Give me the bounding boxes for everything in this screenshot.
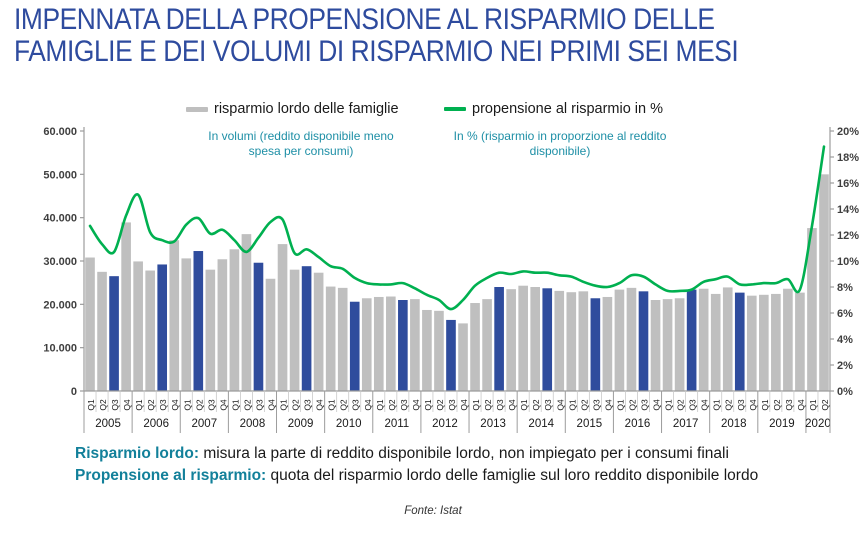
line-series-caption <box>425 129 695 158</box>
quarter-label-2011-q1: Q1 <box>374 399 385 411</box>
bar-2010-q4 <box>362 298 372 391</box>
quarter-label-2010-q3: Q3 <box>350 399 361 411</box>
bar-2010-q3 <box>350 302 360 391</box>
bar-2018-q2 <box>723 287 733 391</box>
year-label-2019: 2019 <box>769 418 795 430</box>
right-axis-label: 16% <box>837 178 860 190</box>
bar-2019-q3 <box>783 289 793 391</box>
right-axis-label: 20% <box>837 126 860 138</box>
bar-2007-q4 <box>218 259 228 391</box>
quarter-label-2012-q1: Q1 <box>422 399 433 411</box>
bar-2009-q3 <box>302 266 312 391</box>
bar-2011-q1 <box>374 297 384 391</box>
quarter-label-2013-q1: Q1 <box>471 399 482 411</box>
page-title-line1: IMPENNATA DELLA PROPENSIONE AL RISPARMIO DELLE <box>14 3 715 36</box>
bar-2008-q1 <box>230 249 240 391</box>
year-label-2007: 2007 <box>191 418 218 430</box>
line-series-swatch <box>444 107 466 111</box>
year-label-2010: 2010 <box>335 418 362 430</box>
quarter-label-2009-q2: Q2 <box>290 399 301 411</box>
right-axis-label: 8% <box>837 282 853 294</box>
quarter-label-2009-q3: Q3 <box>302 399 313 411</box>
quarter-label-2016-q4: Q4 <box>651 399 662 411</box>
quarter-label-2005-q1: Q1 <box>86 399 97 411</box>
quarter-label-2018-q4: Q4 <box>747 399 758 411</box>
bar-2012-q2 <box>434 311 444 391</box>
bar-2016-q1 <box>615 290 625 391</box>
quarter-label-2017-q2: Q2 <box>675 399 686 411</box>
right-axis-label: 10% <box>837 256 860 268</box>
bar-2012-q3 <box>446 320 456 391</box>
right-axis-label: 2% <box>837 360 853 372</box>
bar-series-label: risparmio lordo delle famiglie <box>214 101 399 117</box>
quarter-label-2008-q3: Q3 <box>254 399 265 411</box>
quarter-label-2014-q1: Q1 <box>519 399 530 411</box>
quarter-label-2015-q4: Q4 <box>603 399 614 411</box>
quarter-label-2013-q3: Q3 <box>495 399 506 411</box>
definition-term: Risparmio lordo: <box>75 445 200 462</box>
definition-risparmio-lordo <box>75 443 729 465</box>
bar-2017-q2 <box>675 298 685 391</box>
left-axis-label: 20.000 <box>43 299 77 312</box>
quarter-label-2008-q1: Q1 <box>230 399 241 411</box>
bar-2006-q1 <box>133 261 143 391</box>
quarter-label-2006-q1: Q1 <box>134 399 145 411</box>
bar-2006-q4 <box>169 240 179 391</box>
bar-2019-q2 <box>771 294 781 391</box>
left-axis-label: 50.000 <box>43 169 77 182</box>
bar-2016-q3 <box>639 291 649 391</box>
quarter-label-2015-q1: Q1 <box>567 399 578 411</box>
quarter-label-2005-q4: Q4 <box>122 399 133 411</box>
bar-2010-q2 <box>338 288 348 391</box>
year-label-2008: 2008 <box>239 418 266 430</box>
year-label-2009: 2009 <box>287 418 314 430</box>
right-axis-label: 12% <box>837 230 860 242</box>
bar-2008-q4 <box>266 279 276 391</box>
right-axis-label: 4% <box>837 334 853 346</box>
bar-2016-q4 <box>651 300 661 391</box>
year-label-2015: 2015 <box>576 418 603 430</box>
year-label-2013: 2013 <box>480 418 506 430</box>
left-axis-label: 0 <box>70 386 77 398</box>
bar-caption-line2: spesa per consumi) <box>248 143 354 158</box>
quarter-label-2005-q3: Q3 <box>110 399 121 411</box>
quarter-label-2008-q2: Q2 <box>242 399 253 411</box>
year-label-2014: 2014 <box>528 418 555 430</box>
line-series-label: propensione al risparmio in % <box>472 101 664 117</box>
quarter-label-2019-q3: Q3 <box>783 399 794 411</box>
quarter-label-2018-q3: Q3 <box>735 399 746 411</box>
quarter-label-2016-q3: Q3 <box>639 399 650 411</box>
bar-2015-q4 <box>603 297 613 391</box>
bar-2008-q2 <box>242 234 252 391</box>
bar-2006-q2 <box>145 271 155 391</box>
definition-propensione <box>75 465 758 487</box>
quarter-label-2017-q3: Q3 <box>687 399 698 411</box>
legend-item-line <box>444 101 663 117</box>
quarter-label-2006-q3: Q3 <box>158 399 169 411</box>
quarter-label-2014-q4: Q4 <box>555 399 566 411</box>
bar-2017-q1 <box>663 299 673 391</box>
left-axis-label: 30.000 <box>43 256 77 268</box>
quarter-label-2008-q4: Q4 <box>266 399 277 411</box>
right-axis-label: 18% <box>837 152 860 164</box>
quarter-label-2018-q1: Q1 <box>711 399 722 411</box>
quarter-label-2005-q2: Q2 <box>98 399 109 411</box>
quarter-label-2007-q1: Q1 <box>182 399 193 411</box>
quarter-label-2010-q1: Q1 <box>326 399 337 411</box>
bar-2013-q1 <box>470 303 480 391</box>
bar-2007-q3 <box>206 270 216 391</box>
quarter-label-2015-q3: Q3 <box>591 399 602 411</box>
bar-2019-q1 <box>759 295 769 391</box>
bar-2005-q1 <box>85 258 95 391</box>
right-axis-label: 14% <box>837 204 860 216</box>
left-axis-label: 60.000 <box>43 126 77 138</box>
quarter-label-2017-q4: Q4 <box>699 399 710 411</box>
legend-item-bars <box>186 101 399 117</box>
bar-2014-q4 <box>554 291 564 391</box>
quarter-label-2019-q2: Q2 <box>771 399 782 411</box>
left-axis-label: 10.000 <box>43 342 77 355</box>
quarter-label-2013-q4: Q4 <box>507 399 518 411</box>
year-label-2020: 2020 <box>805 418 831 430</box>
bar-2009-q4 <box>314 273 324 391</box>
quarter-label-2012-q4: Q4 <box>459 399 470 411</box>
bar-series-swatch <box>186 107 208 112</box>
right-axis-label: 0% <box>837 386 853 398</box>
page-title-line2: FAMIGLIE E DEI VOLUMI DI RISPARMIO NEI PRIMI SEI MESI <box>14 35 739 68</box>
bar-2011-q2 <box>386 297 396 391</box>
bar-2012-q4 <box>458 323 468 391</box>
quarter-label-2013-q2: Q2 <box>483 399 494 411</box>
year-label-2011: 2011 <box>384 418 410 430</box>
bar-2018-q3 <box>735 293 745 391</box>
quarter-label-2014-q3: Q3 <box>543 399 554 411</box>
bar-2013-q4 <box>506 289 516 391</box>
quarter-label-2009-q4: Q4 <box>314 399 325 411</box>
quarter-label-2006-q2: Q2 <box>146 399 157 411</box>
quarter-label-2011-q2: Q2 <box>386 399 397 411</box>
quarter-label-2012-q2: Q2 <box>434 399 445 411</box>
bar-2008-q3 <box>254 263 264 391</box>
bar-2017-q3 <box>687 290 697 391</box>
bar-2019-q4 <box>795 293 805 391</box>
bar-2013-q2 <box>482 299 492 391</box>
source-note: Fonte: Istat <box>404 505 462 517</box>
bar-2015-q3 <box>591 298 601 391</box>
page-title <box>14 4 738 68</box>
line-caption-line2: disponibile) <box>529 143 591 158</box>
bar-2006-q3 <box>157 264 167 391</box>
bar-2013-q3 <box>494 287 504 391</box>
quarter-label-2007-q4: Q4 <box>218 399 229 411</box>
bar-2009-q2 <box>290 270 300 391</box>
quarter-label-2011-q3: Q3 <box>398 399 409 411</box>
quarter-label-2010-q4: Q4 <box>362 399 373 411</box>
quarter-label-2019-q1: Q1 <box>759 399 770 411</box>
quarter-label-2016-q2: Q2 <box>627 399 638 411</box>
bar-2015-q2 <box>579 291 589 391</box>
quarter-label-2020-q1: Q1 <box>807 399 818 411</box>
bar-2018-q1 <box>711 294 721 391</box>
bar-2005-q2 <box>97 272 107 391</box>
bar-2007-q1 <box>181 258 191 391</box>
quarter-label-2018-q2: Q2 <box>723 399 734 411</box>
bar-2017-q4 <box>699 289 709 391</box>
bar-2005-q3 <box>109 276 119 391</box>
quarter-label-2007-q3: Q3 <box>206 399 217 411</box>
bar-2014-q3 <box>542 288 552 391</box>
quarter-label-2016-q1: Q1 <box>615 399 626 411</box>
bar-2011-q4 <box>410 299 420 391</box>
line-caption-line1: In % (risparmio in proporzione al reddito <box>453 129 667 143</box>
bar-2015-q1 <box>566 292 576 391</box>
quarter-label-2011-q4: Q4 <box>410 399 421 411</box>
year-label-2018: 2018 <box>720 418 747 430</box>
year-label-2017: 2017 <box>672 418 699 430</box>
bar-2012-q1 <box>422 310 432 391</box>
right-axis-label: 6% <box>837 308 853 320</box>
bar-2011-q3 <box>398 300 408 391</box>
bar-2016-q2 <box>627 288 637 391</box>
definition-text: misura la parte di reddito disponibile lordo, non impiegato per i consumi finali <box>199 445 729 462</box>
quarter-label-2014-q2: Q2 <box>531 399 542 411</box>
quarter-label-2012-q3: Q3 <box>446 399 457 411</box>
bar-caption-line1: In volumi (reddito disponibile meno <box>208 129 394 143</box>
quarter-label-2020-q2: Q2 <box>819 399 830 411</box>
bar-2014-q1 <box>518 286 528 391</box>
bar-2014-q2 <box>530 287 540 391</box>
left-axis-label: 40.000 <box>43 212 77 225</box>
quarter-label-2019-q4: Q4 <box>795 399 806 411</box>
definition-term: Propensione al risparmio: <box>75 467 267 484</box>
year-label-2016: 2016 <box>624 418 651 430</box>
quarter-label-2015-q2: Q2 <box>579 399 590 411</box>
bar-2018-q4 <box>747 296 757 391</box>
bar-2010-q1 <box>326 287 336 391</box>
year-label-2006: 2006 <box>143 418 169 430</box>
bar-2005-q4 <box>121 222 131 391</box>
quarter-label-2007-q2: Q2 <box>194 399 205 411</box>
quarter-label-2017-q1: Q1 <box>663 399 674 411</box>
definition-text: quota del risparmio lordo delle famiglie sul loro reddito disponibile lordo <box>266 467 759 484</box>
quarter-label-2009-q1: Q1 <box>278 399 289 411</box>
quarter-label-2010-q2: Q2 <box>338 399 349 411</box>
bar-series-caption <box>176 129 426 158</box>
bar-2007-q2 <box>193 251 203 391</box>
bar-2020-q2 <box>819 174 829 391</box>
bar-2009-q1 <box>278 244 288 391</box>
year-label-2005: 2005 <box>95 418 121 430</box>
quarter-label-2006-q4: Q4 <box>170 399 181 411</box>
year-label-2012: 2012 <box>432 418 458 430</box>
